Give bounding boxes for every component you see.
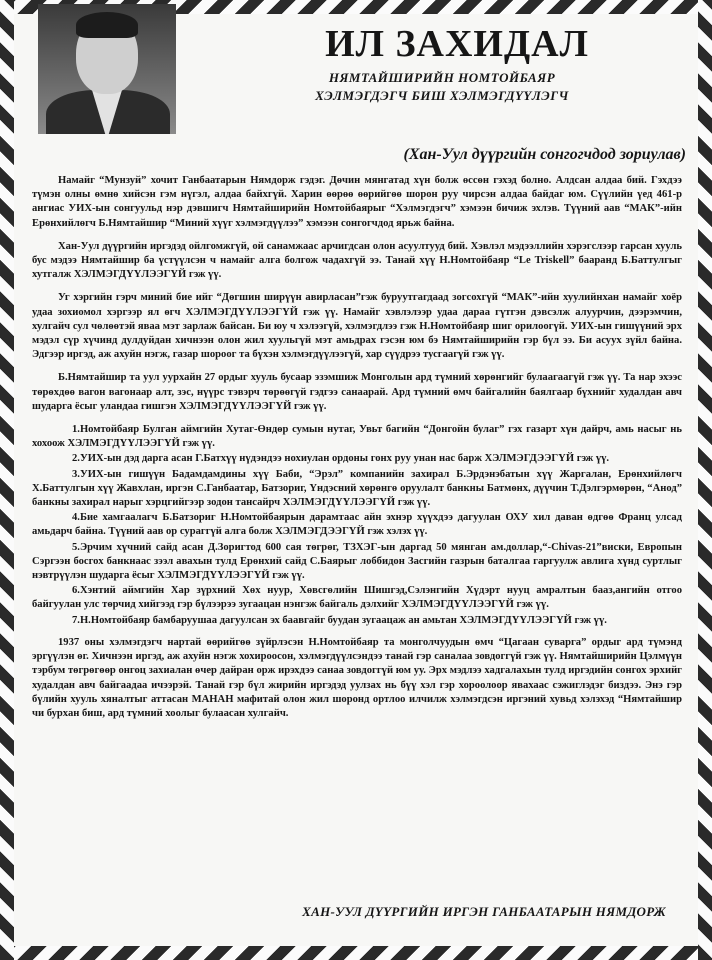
letter-title: ИЛ ЗАХИДАЛ [325, 23, 589, 65]
paragraph: Хан-Уул дүүргийн иргэдэд ойлгомжгүй, ой санамжаас арчигдсан олон асуултууд бий. Хэвлэл мэдээллийн хэрэгслээр гарсан хууль бус мэдээ Нямтайшир ба үстүүлсэн ч намайг алга болгож чадахгүй ээ. Танай хүү Н.Номтойбаяр “Le Triskell” бааранд Б.Баттулгыг хутгалж ХЭЛМЭГДҮҮЛЭЭГҮЙ гэж үү. [32, 240, 682, 281]
dedication: (Хан-Уул дүүргийн сонгогчдод зориулав) [403, 146, 686, 163]
letter-body [32, 174, 682, 730]
list-item: 7.Н.Номтойбаяр бамбаруушаа дагуулсан эх баавгайг буудан зугаацаж ан амьтан ХЭЛМЭГДҮҮЛЭЭГҮЙ гэж үү. [72, 614, 607, 626]
list-item: 4.Бие хамгаалагч Б.Батзориг Н.Номтойбаярын дарамтаас айн эхнэр хүүхдээ дагуулан ОХУ хил даван өдгөө Франц улсад амьдарч байна. Түүний аав ор сураггүй алга болж ХЭЛМЭГДЭЭГҮЙ гэж хэлэх үү. [32, 512, 682, 538]
list-item: 6.Хэнтий аймгийн Хар зүрхний Хөх нуур, Хөвсгөлийн Шишгэд,Сэлэнгийн Хүдэрт нууц амралтын бааз,ангийн отгоо байгуулан улс төрчид хийгээд гэр бүлээрээ зугаацан нэнгэж байгаль дэлхийг ХЭЛМЭГДҮҮЛЭЭГҮЙ гэж үү. [32, 585, 682, 611]
signature: ХАН-УУЛ ДҮҮРГИЙН ИРГЭН ГАНБААТАРЫН НЯМДОРЖ [302, 904, 666, 919]
closing-paragraph: 1937 оны хэлмэгдэгч нартай өөрийгөө зүйрлэсэн Н.Номтойбаяр та монголчуудын өмч “Цагаан суварга” ордыг ард түмэнд эргүүлэн өг. Хичнээн иргэд, аж ахуйн нэгж хохироосон, хэлмэгдүүлсэндээ танай гэр саналаа зовдоггүй гэж үү. Нямтайширийн Цэлмүүн тэрбум төгрөгөөр онгоц захиалан өчер дайран орж ирэхдээ санаа зовдоггүй юм уу. Эрх мэдлээ хадгалахын тулд иргэдийн сонгох эрхийг худалдан авч байгаадаа ичээрэй. Танай гэр бүл жирийн иргэдэд уулзах нь бүү хэл гэр хороолоор явахаас сэжиглэдэг биздээ. Энэ гэр бүлийн хууль хяналтыг аттасан МАНАН мафитай олон жил шоронд ортлоо илчилж хэлмэгдсэн иргэний хувьд хэлэхэд “Нямтайшир чи бурхан биш, ард түмний хоолыг булаасан хулгайч. [32, 636, 682, 719]
list-item: 3.УИХ-ын гишүүн Бадамдамдины хүү Баби, “Эрэл” компанийн захирал Б.Эрдэнэбатын хүү Жаргалан, Ерөнхийлөгч Х.Баттулгын хүү Жавхлан, иргэн С.Ганбаатар, Батзориг, Үндэсний хөрөнгө оруулалт банкны Батмөнх, дүүчин Т.Дэлгэрмөрөн, “Анод” банкны захирал нарыг хэрцгийгээр зодон тансайрч ХЭЛМЭГДҮҮЛЭЭГҮЙ гэж үү. [32, 468, 682, 509]
list-item: 1.Номтойбаяр Булган аймгийн Хутаг-Өндөр сумын нутаг, Увьт багийн “Донгойн булаг” гэх газарт хүн дайрч, амь насыг нь хохоож ХЭЛМЭГДҮҮЛЭЭГҮЙ гэж үү. [32, 424, 682, 450]
list-item: 5.Эрчим хүчний сайд асан Д.Зоригтод 600 сая төгрөг, ТЗХЭГ-ын даргад 50 мянган ам.доллар,“-Chivas-21”виски, Европын Сэргээн босгох банкнаас зээл авахын тулд Ерөнхий сайд С.Баярыг лоббидон Засгийн газрын баталгаа гаргуулж авлига хүнд суртлыг нэвтрүүлэн шударга ёсыг ХЭЛМЭГДҮҮЛЭЭГҮЙ гэж үү. [32, 541, 682, 582]
subtitle-name: НЯМТАЙШИРИЙН НОМТОЙБАЯР [328, 70, 556, 85]
paragraph: Б.Нямтайшир та уул уурхайн 27 ордыг хууль бусаар эзэмшиж Монголын ард түмний хөрөнгийг булаагаагүй гэж үү. Та нар эхээс төрөхдөө вагон вагонаар алт, зэс, нүүрс тэвэрч төрөөгүй гэдгээ санаарай. Ард түмний өмч байгалийн баялгаар бүхнийг худалдан авч шударга ёсыг уландаа гишгэн ХЭЛМЭГДҮҮЛЭЭГҮЙ гэж үү. [32, 372, 682, 412]
subtitle-tagline: ХЭЛМЭГДЭГЧ БИШ ХЭЛМЭГДҮҮЛЭГЧ [315, 88, 569, 103]
airmail-border-right [698, 0, 712, 960]
letter-content [28, 0, 686, 960]
paragraph: Уг хэргийн гэрч миний бие ийг “Дөгшин ширүүн авирласан”гэж буруутгагдаад зогсохгүй “МАК”-ийн хуулийнхан намайг хоёр удаа зохиомол хэргээр ял өгч ХЭЛМЭГДҮҮЛЭЭГҮЙ гэж үү. Намайг хэвлэлээр удаа дараа гүтгэн дэвсэлж алуурчин, дээрэмчин, хулгайч сул чөлөөтэй явaa мэт зарлаж байсан. Би юу ч хэлээгүй, хэлмэгдлээ гэж Н.Номтойбаяр шиг орилоогүй. УИХ-ын гишүүний эрх мэдэл сүр хүчинд дулдуйдан хичнээн олон жил хуульгүй мэт амьдрах гэсэн юм бэ Нямтайширийн гэр бүл ээ. Би асуух зүйл байна. Эдгээр иргэд, аж ахуйн нэгж, газар шороог та бүхэн хэлмэгдүүлээгүй, хар сүүдрээ тусгаагүй гэж үү. [32, 292, 682, 361]
numbered-list [32, 423, 682, 628]
paragraph: Намайг “Мунзуй” хочит Ганбаатарын Нямдорж гэдэг. Дөчин мянгатад хүн болж өссөн гэхэд болно. Алдсан алдаа бий. Гэхдээ түмэн олны өмнө хийсэн гэм нүгэл, алдаа байхгүй. Харин өөрөө өөрийгөө шорон руу чирсэн алдаа байдаг юм. Сүүлийн үед 461-р ангиас УИХ-ын сонгуульд нэр дэвшигч Нямтайширийн Номтойбаярыг “Хэлмэгдэгч” хэмээн бичиж эхлэв. Түүний аав “МАК”-ийн Ерөнхийлөгч Б.Нямтайшир “Миний хүүг хэлмэгдүүлээ” хэмээн сонгогчдод ярьж байна. [32, 175, 682, 229]
author-photo [38, 4, 176, 134]
airmail-border-left [0, 0, 14, 960]
list-item: 2.УИХ-ын дэд дарга асан Г.Батхүү нүдэндээ нохиулан ордоны гонх руу унан нас барж ХЭЛМЭГДЭЭГҮЙ гэж үү. [72, 453, 610, 465]
